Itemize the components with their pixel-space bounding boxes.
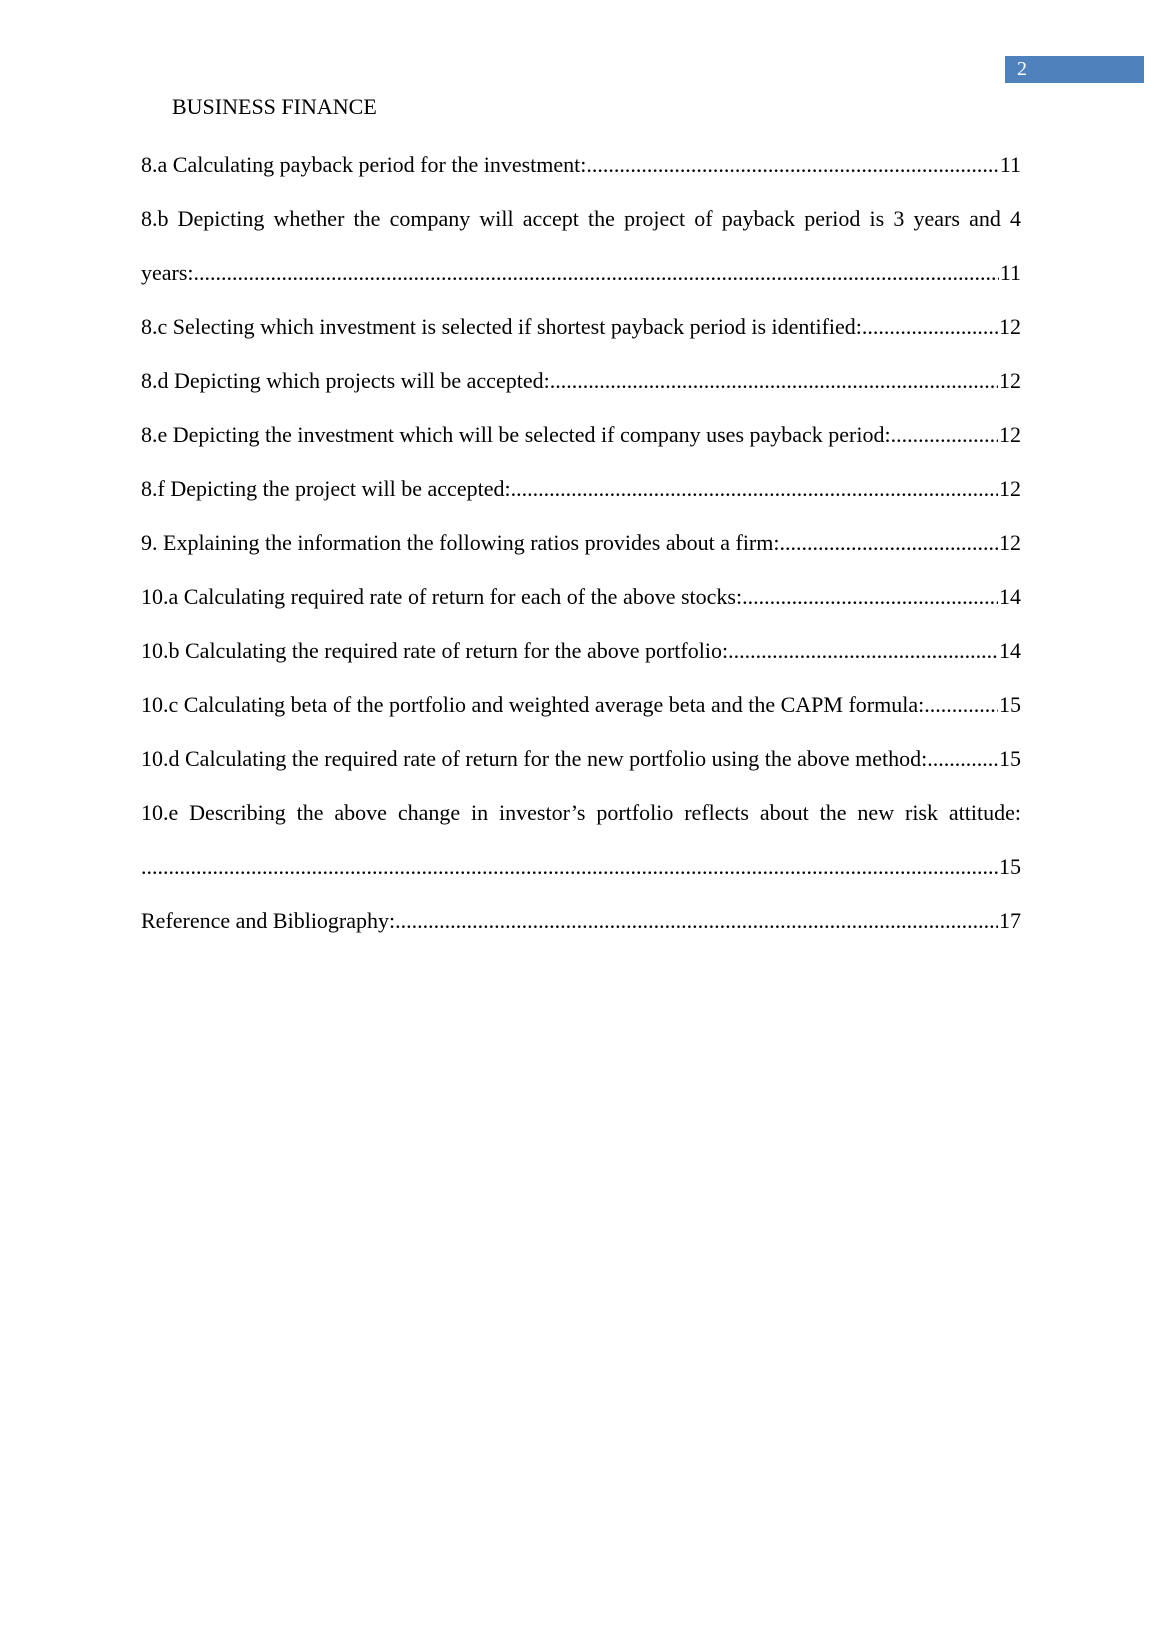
toc-page-number: 12 (999, 368, 1021, 393)
toc-dot-leader (586, 152, 998, 178)
toc-entry-8b[interactable] (141, 192, 1021, 246)
toc-entry-text: 8.f Depicting the project will be accepted: (141, 476, 511, 501)
toc-page-number: 12 (999, 476, 1021, 501)
toc-dot-leader (141, 854, 998, 880)
toc-entry-text: 9. Explaining the information the following ratios provides about a firm: (141, 530, 780, 555)
toc-entry-10d[interactable] (141, 732, 1021, 786)
toc-dot-leader (194, 260, 999, 286)
toc-dot-leader (927, 746, 998, 772)
toc-dot-leader (779, 530, 998, 556)
running-header-title: BUSINESS FINANCE (172, 94, 377, 119)
toc-entry-text: 8.b Depicting whether the company will accept the project of payback period is 3 years and 4 (141, 206, 1021, 231)
toc-page-number: 11 (999, 152, 1021, 177)
toc-page-number: 12 (999, 422, 1021, 447)
toc-entry-text: 8.a Calculating payback period for the investment: (141, 152, 587, 177)
toc-entry-text: 8.e Depicting the investment which will be selected if company uses payback period: (141, 422, 891, 447)
toc-page-number: 15 (999, 692, 1021, 717)
toc-entry-10c[interactable] (141, 678, 1021, 732)
toc-page-number: 12 (999, 530, 1021, 555)
toc-dot-leader (862, 314, 998, 340)
toc-dot-leader (511, 476, 998, 502)
toc-page-number: 12 (999, 314, 1021, 339)
toc-entry-text: years: (141, 260, 194, 285)
page-number-badge (1005, 56, 1144, 83)
toc-entry-text: 10.d Calculating the required rate of return for the new portfolio using the above method: (141, 746, 928, 771)
toc-entry-text: 10.e Describing the above change in investor’s portfolio reflects about the new risk attitude: (141, 800, 1021, 825)
toc-entry-8b-continued[interactable] (141, 246, 1021, 300)
toc-dot-leader (891, 422, 998, 448)
toc-page-number: 15 (999, 854, 1021, 879)
toc-page-number: 17 (999, 908, 1021, 933)
toc-dot-leader (550, 368, 998, 394)
toc-entry-10a[interactable] (141, 570, 1021, 624)
toc-page-number: 14 (999, 638, 1021, 663)
toc-entry-text: 10.c Calculating beta of the portfolio and weighted average beta and the CAPM formula: (141, 692, 925, 717)
toc-entry-10e[interactable] (141, 786, 1021, 840)
toc-entry-text: 10.a Calculating required rate of return for each of the above stocks: (141, 584, 743, 609)
toc-entry-text: 8.d Depicting which projects will be accepted: (141, 368, 550, 393)
toc-entry-8e[interactable] (141, 408, 1021, 462)
toc-dot-leader (742, 584, 998, 610)
toc-entry-9[interactable] (141, 516, 1021, 570)
toc-entry-text: 10.b Calculating the required rate of return for the above portfolio: (141, 638, 729, 663)
toc-dot-leader (395, 908, 998, 934)
toc-entry-8f[interactable] (141, 462, 1021, 516)
toc-page-number: 15 (999, 746, 1021, 771)
toc-entry-references[interactable] (141, 894, 1021, 948)
toc-entry-10e-continued[interactable] (141, 840, 1021, 894)
toc-entry-8d[interactable] (141, 354, 1021, 408)
toc-dot-leader (728, 638, 998, 664)
toc-page-number: 11 (999, 260, 1021, 285)
toc-page-number: 14 (999, 584, 1021, 609)
toc-dot-leader (924, 692, 998, 718)
toc-entry-8a[interactable] (141, 138, 1021, 192)
toc-entry-8c[interactable] (141, 300, 1021, 354)
page-number: 2 (1017, 58, 1027, 80)
toc-entry-text: Reference and Bibliography: (141, 908, 396, 933)
toc-entry-10b[interactable] (141, 624, 1021, 678)
table-of-contents (141, 138, 1021, 948)
toc-entry-text: 8.c Selecting which investment is selected if shortest payback period is identified: (141, 314, 862, 339)
